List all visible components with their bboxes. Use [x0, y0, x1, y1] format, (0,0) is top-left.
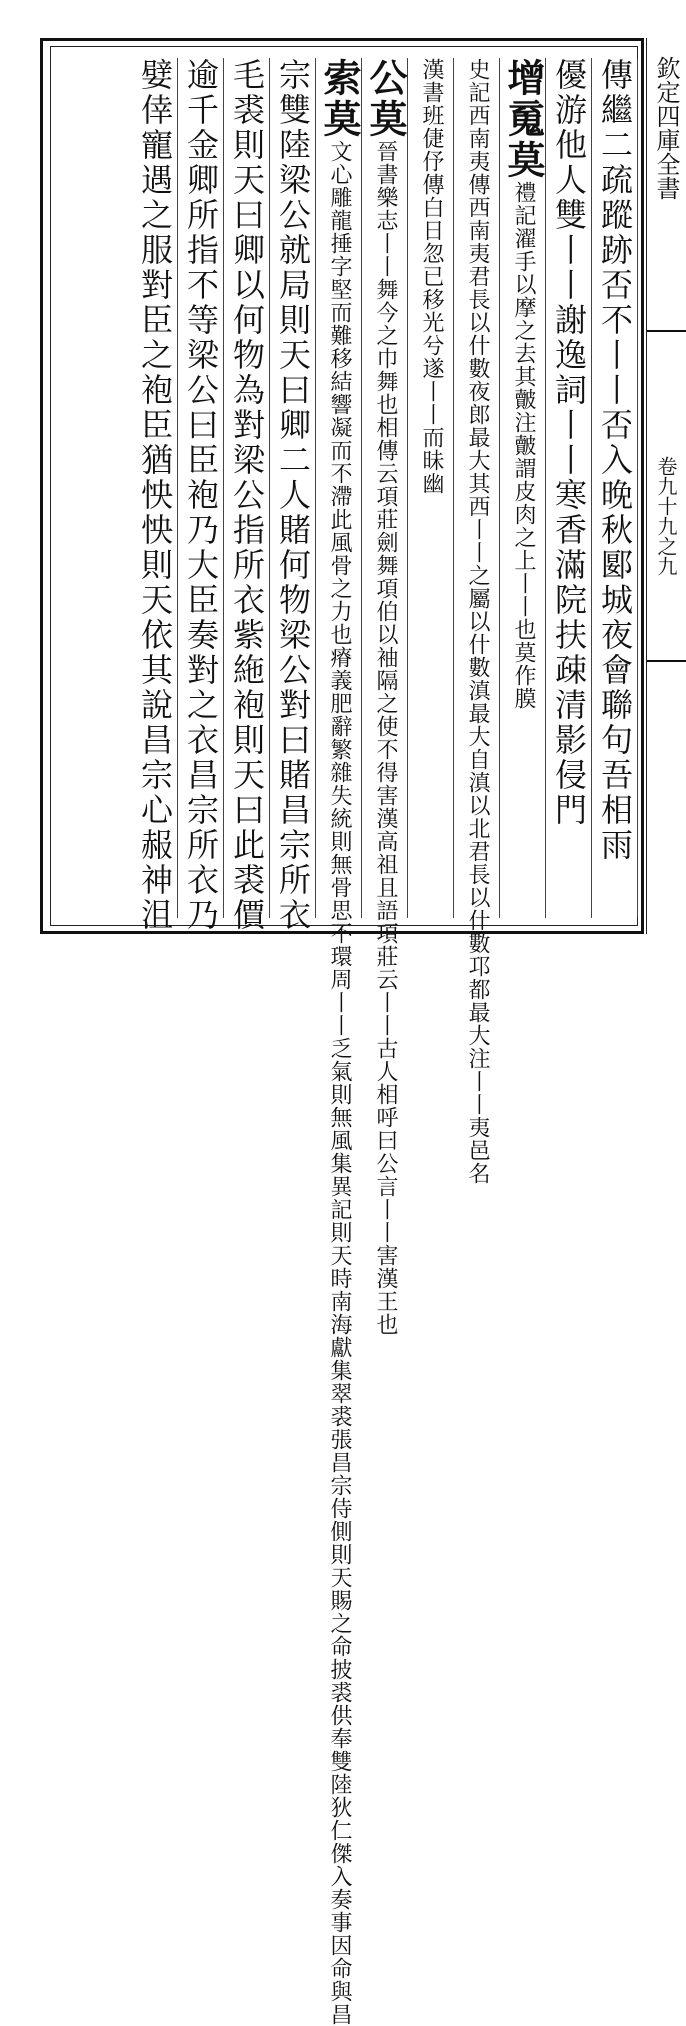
text-column-8 [272, 58, 316, 933]
fishtail-divider-lower [647, 660, 686, 662]
annotation: 文心雕龍捶字堅而難移結響凝而不滯此風骨之力也瘠義肥辭繁雜失統則無骨思不環周丨丨乏氣則無風集異記則天時南海獻集翠裘張昌宗侍側則天賜之命披裘供奉雙陸狄仁傑入奏事因命與昌 [327, 140, 352, 2026]
text-column-9 [226, 58, 270, 933]
text-column-2 [548, 58, 592, 918]
annotation: 晉書樂志丨丨舞今之巾舞也相傳云項莊劍舞項伯以袖隔之使不得害漢高祖且語項莊云丨丨古人相呼曰公言丨丨害漢王也 [373, 140, 398, 1336]
fishtail-divider [647, 330, 686, 332]
text-column-7 [317, 58, 362, 2026]
annotation: 史記西南夷傳西南夷君長以什數夜郎最大其西丨丨之屬以什數滇最大自滇以北君長以什數邛都最大注丨丨夷邑名 [465, 58, 490, 1185]
column-text: 宗雙陸梁公就局則天曰卿二人賭何物梁公對曰賭昌宗所衣 [274, 58, 312, 933]
entry-heading: 增䰟莫 [501, 58, 546, 181]
text-column-5 [410, 58, 454, 918]
volume-label: 卷九十九之九 [654, 456, 678, 576]
column-text: 嬖倖寵遇之服對臣之袍臣猶怏怏則天依其說昌宗心赧神沮 [136, 58, 174, 933]
annotation: 禮記濯手以摩之去其皾注皾謂皮肉之上丨丨也莫作膜 [511, 181, 536, 710]
text-column-10 [180, 58, 224, 933]
entry-heading: 公莫 [363, 58, 408, 140]
entry-heading: 索莫 [317, 58, 362, 140]
text-column-11 [134, 58, 178, 933]
margin-column [646, 38, 685, 934]
annotation: 漢書班倢伃傳白日忽已移光兮遂丨丨而昧幽 [419, 58, 444, 495]
column-text: 毛裘則天曰卿以何物為對梁公指所衣紫絁袍則天曰此裘價 [228, 58, 266, 933]
text-column-6 [363, 58, 408, 1336]
column-text: 傳繼二疏蹤跡否不丨丨否入晚秋郾城夜會聯句吾相雨 [596, 58, 634, 863]
text-column-1 [594, 58, 638, 918]
column-text: 逾千金卿所指不等梁公曰臣袍乃大臣奏對之衣昌宗所衣乃 [182, 58, 220, 933]
text-column-4 [456, 58, 500, 1185]
book-title: 欽定四庫全書 [652, 56, 680, 200]
text-column-3 [502, 58, 546, 918]
column-text: 優游他人雙丨丨謝逸詞丨丨寒香滿院扶疎清影侵門 [550, 58, 588, 828]
